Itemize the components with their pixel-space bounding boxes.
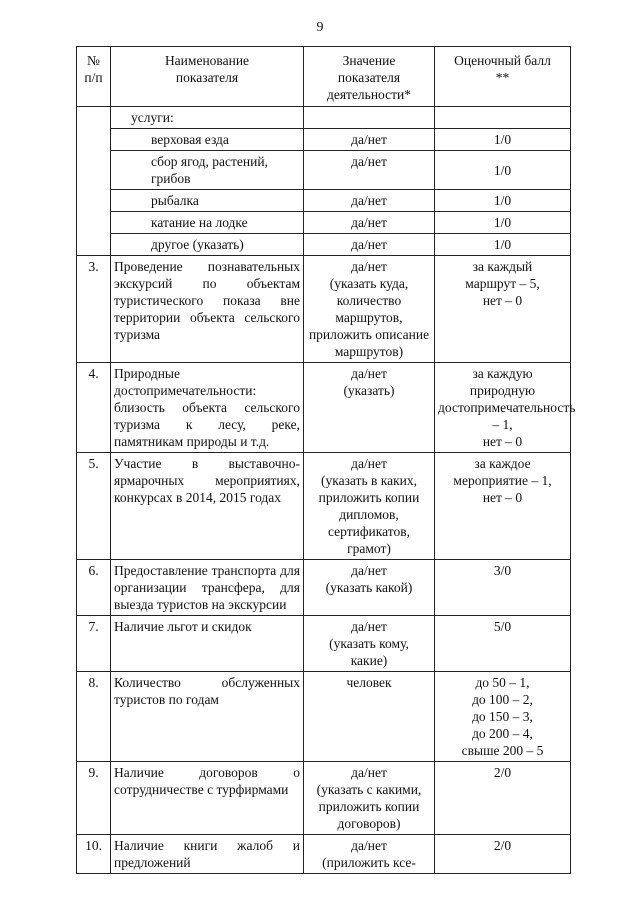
header-name: Наименование показателя <box>111 47 304 107</box>
table-row <box>77 835 571 874</box>
service-score: 1/0 <box>435 234 571 256</box>
header-value: Значение показателя деятельности* <box>304 47 435 107</box>
indicator-name: Предоставление транспорта для организации трансфера, для выезда туристов на экскурсии <box>111 560 304 616</box>
blank-number-cell <box>77 212 111 234</box>
indicator-score: 5/0 <box>435 616 571 672</box>
service-row <box>77 212 571 234</box>
service-value: да/нет <box>304 190 435 212</box>
row-number: 3. <box>77 256 111 363</box>
blank-number-cell <box>77 190 111 212</box>
indicator-score: 2/0 <box>435 835 571 874</box>
service-value: да/нет <box>304 234 435 256</box>
indicator-score: за каждый маршрут – 5, нет – 0 <box>435 256 571 363</box>
indicator-name: Наличие книги жалоб и предложений <box>111 835 304 874</box>
empty-cell <box>304 107 435 129</box>
indicator-name: Проведение познавательных экскурсий по объектам туристического показа вне территории объекта сельского туризма <box>111 256 304 363</box>
indicator-name: Наличие льгот и скидок <box>111 616 304 672</box>
services-title-row <box>77 107 571 129</box>
service-row <box>77 234 571 256</box>
service-score: 1/0 <box>435 212 571 234</box>
indicators-table <box>76 46 576 874</box>
blank-number-cell <box>77 129 111 151</box>
row-number: 7. <box>77 616 111 672</box>
indicator-score: 2/0 <box>435 762 571 835</box>
table-header-row <box>77 47 571 107</box>
table-row <box>77 256 571 363</box>
empty-cell <box>435 107 571 129</box>
indicator-value: да/нет (указать какой) <box>304 560 435 616</box>
indicator-name: Наличие договоров о сотрудничестве с турфирмами <box>111 762 304 835</box>
indicator-value: человек <box>304 672 435 762</box>
indicator-value: да/нет (указать в каких, приложить копии дипломов, сертификатов, грамот) <box>304 453 435 560</box>
service-row <box>77 151 571 190</box>
table-row <box>77 560 571 616</box>
row-number: 6. <box>77 560 111 616</box>
table-row <box>77 672 571 762</box>
service-score: 1/0 <box>435 129 571 151</box>
service-name: рыбалка <box>111 190 304 212</box>
indicator-name: Участие в выставочно-ярмарочных мероприятиях, конкурсах в 2014, 2015 годах <box>111 453 304 560</box>
indicator-value: да/нет (приложить ксе- <box>304 835 435 874</box>
blank-number-cell <box>77 107 111 129</box>
service-score: 1/0 <box>435 190 571 212</box>
header-score: Оценочный балл ** <box>435 47 571 107</box>
indicator-score: за каждую природную достопримечательность – 1, нет – 0 <box>435 363 571 453</box>
indicator-value: да/нет (указать) <box>304 363 435 453</box>
indicator-value: да/нет (указать куда, количество маршрутов, приложить описание маршрутов) <box>304 256 435 363</box>
blank-number-cell <box>77 151 111 190</box>
table-row <box>77 762 571 835</box>
indicator-value: да/нет (указать кому, какие) <box>304 616 435 672</box>
service-name: верховая езда <box>111 129 304 151</box>
row-number: 5. <box>77 453 111 560</box>
table-row <box>77 453 571 560</box>
indicator-score: за каждое мероприятие – 1, нет – 0 <box>435 453 571 560</box>
row-number: 8. <box>77 672 111 762</box>
page-number: 9 <box>316 20 324 35</box>
row-number: 10. <box>77 835 111 874</box>
service-name: катание на лодке <box>111 212 304 234</box>
table-row <box>77 363 571 453</box>
indicator-name: Количество обслуженных туристов по годам <box>111 672 304 762</box>
service-value: да/нет <box>304 129 435 151</box>
blank-number-cell <box>77 234 111 256</box>
row-number: 4. <box>77 363 111 453</box>
row-number: 9. <box>77 762 111 835</box>
services-title: услуги: <box>111 107 304 129</box>
indicator-name: Природные достопримечательности: близость объекта сельского туризма к лесу, реке, памятникам природы и т.д. <box>111 363 304 453</box>
service-row <box>77 190 571 212</box>
service-name: другое (указать) <box>111 234 304 256</box>
indicator-score: до 50 – 1, до 100 – 2, до 150 – 3, до 200 – 4, свыше 200 – 5 <box>435 672 571 762</box>
service-name: сбор ягод, растений, грибов <box>111 151 304 190</box>
service-value: да/нет <box>304 212 435 234</box>
header-number: № п/п <box>77 47 111 107</box>
service-row <box>77 129 571 151</box>
table-row <box>77 616 571 672</box>
service-value: да/нет <box>304 151 435 190</box>
indicator-value: да/нет (указать с какими, приложить копии договоров) <box>304 762 435 835</box>
indicator-score: 3/0 <box>435 560 571 616</box>
service-score: 1/0 <box>435 151 571 190</box>
